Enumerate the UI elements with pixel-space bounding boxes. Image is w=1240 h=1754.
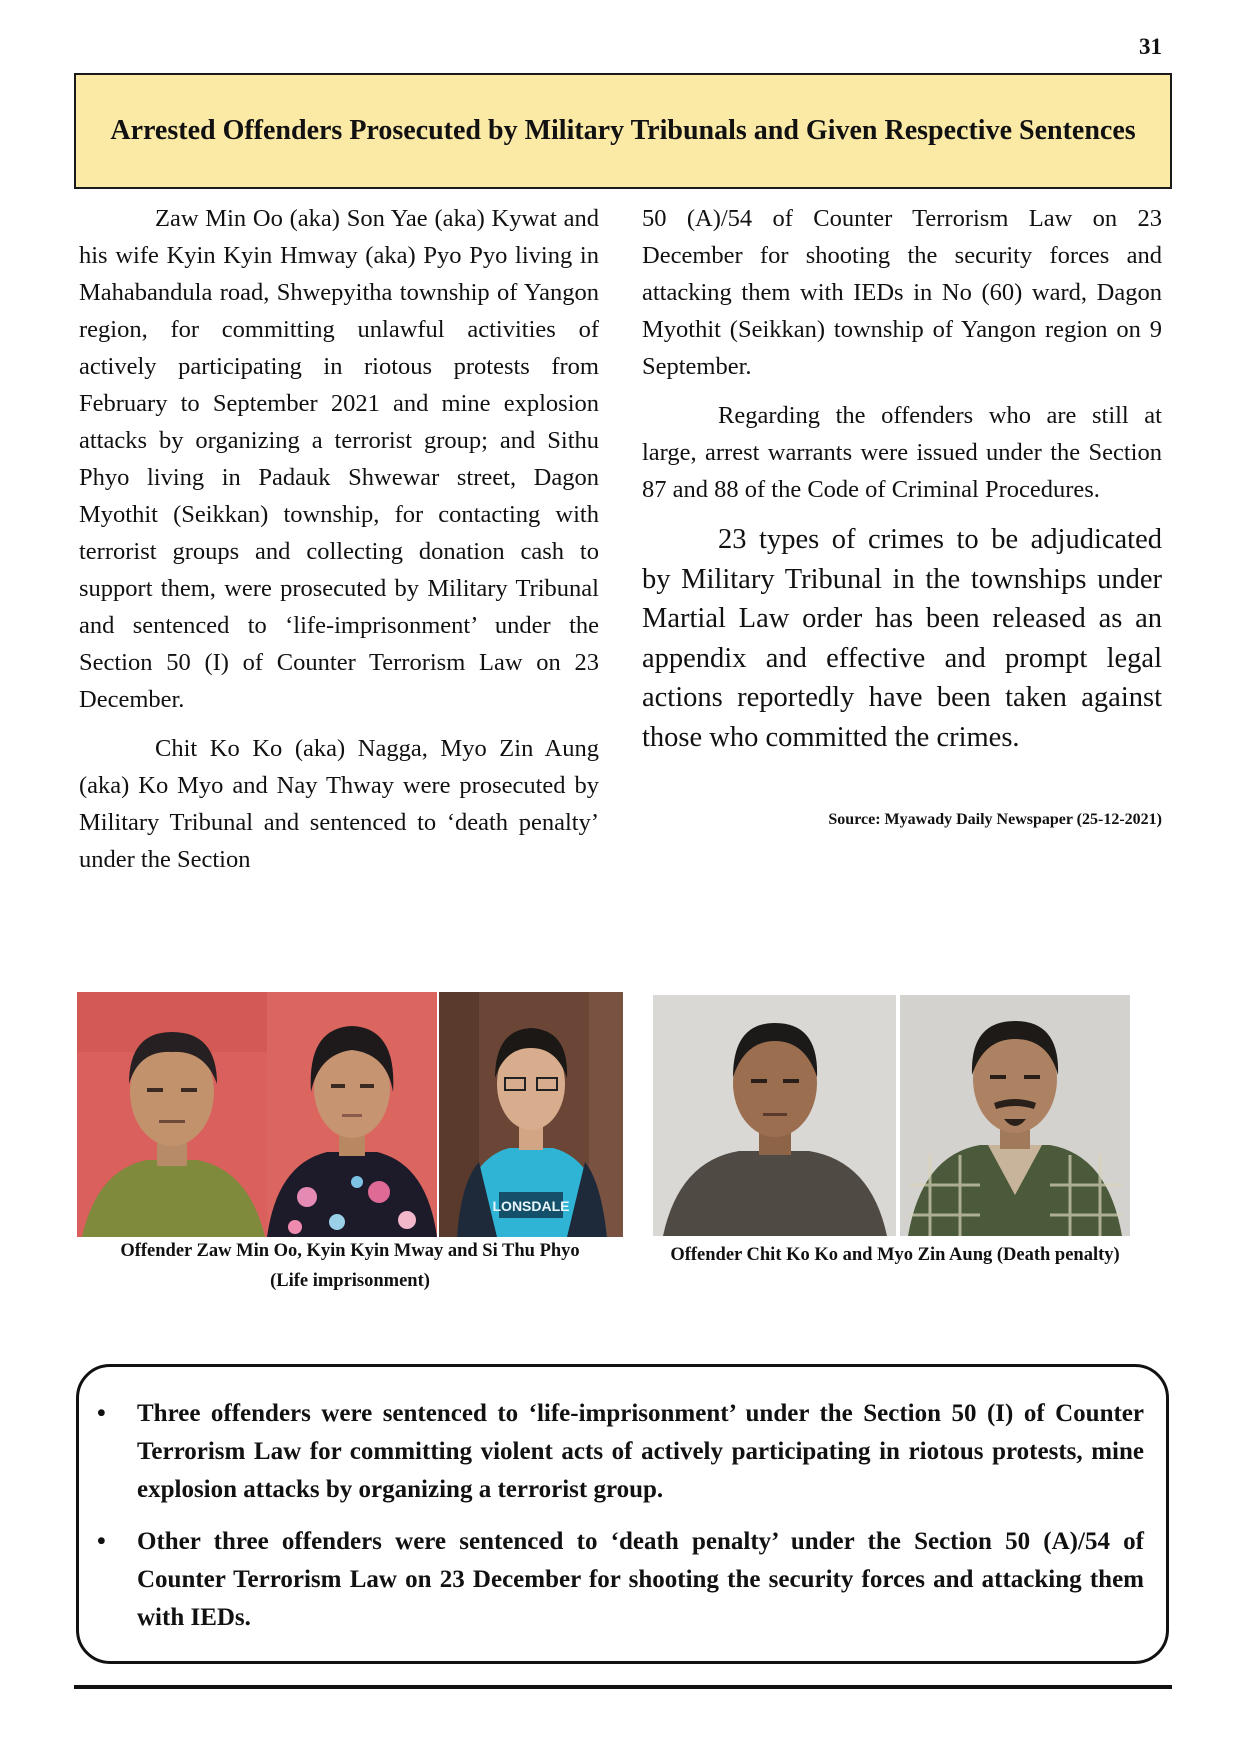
photo-caption-death-penalty: Offender Chit Ko Ko and Myo Zin Aung (Death penalty) bbox=[670, 1245, 1120, 1265]
body-paragraph: Zaw Min Oo (aka) Son Yae (aka) Kywat and his wife Kyin Kyin Hmway (aka) Pyo Pyo living in Mahabandula road, Shwepyitha township of Yangon region, for committing unlawful activities of actively participating in riotous protests from February to September 2021 and mine explosion attacks by organizing a terrorist group; and Sithu Phyo living in Padauk Shwewar street, Dagon Myothit (Seikkan) township, for contacting with terrorist groups and collecting donation cash to support them, were prosecuted by Military Tribunal and sentenced to ‘life-imprisonment’ under the Section 50 (I) of Counter Terrorism Law on 23 December. bbox=[79, 205, 599, 713]
summary-box bbox=[76, 1364, 1169, 1664]
summary-item bbox=[97, 1523, 1144, 1637]
bullet-icon: • bbox=[97, 1528, 106, 1555]
photo-caption-life-imprisonment bbox=[77, 1236, 623, 1296]
left-column bbox=[79, 200, 599, 890]
source-citation: Source: Myawady Daily Newspaper (25-12-2021) bbox=[828, 811, 1162, 828]
shirt-logo-text: LONSDALE bbox=[492, 1198, 570, 1214]
photo-offender-kyin-kyin-mway bbox=[267, 992, 437, 1237]
right-column bbox=[642, 200, 1162, 838]
summary-item bbox=[97, 1395, 1144, 1509]
body-paragraph: Chit Ko Ko (aka) Nagga, Myo Zin Aung (aka) Ko Myo and Nay Thway were prosecuted by Military Tribunal and sentenced to ‘death penalty’ under the Section bbox=[79, 735, 599, 873]
photo-offender-chit-ko-ko bbox=[653, 995, 896, 1236]
caption-line: (Life imprisonment) bbox=[270, 1271, 430, 1291]
photo-offender-myo-zin-aung bbox=[900, 995, 1130, 1236]
caption-line: Offender Zaw Min Oo, Kyin Kyin Mway and Si Thu Phyo bbox=[120, 1241, 580, 1261]
page-number: 31 bbox=[1139, 34, 1162, 59]
bottom-rule bbox=[74, 1685, 1172, 1689]
article-title: Arrested Offenders Prosecuted by Military Tribunals and Given Respective Sentences bbox=[110, 115, 1136, 146]
bullet-icon: • bbox=[97, 1400, 106, 1427]
body-paragraph: Regarding the offenders who are still at large, arrest warrants were issued under the Section 87 and 88 of the Code of Criminal Procedures. bbox=[642, 402, 1162, 503]
summary-text: Other three offenders were sentenced to ‘death penalty’ under the Section 50 (A)/54 of Counter Terrorism Law on 23 December for shooting the security forces and attacking them with IEDs. bbox=[137, 1528, 1144, 1631]
body-paragraph: 50 (A)/54 of Counter Terrorism Law on 23 December for shooting the security forces and attacking them with IEDs in No (60) ward, Dagon Myothit (Seikkan) township of Yangon region on 9 September. bbox=[642, 205, 1162, 380]
article-title-box bbox=[74, 73, 1172, 189]
photo-offender-zaw-min-oo bbox=[77, 992, 267, 1237]
highlight-paragraph: 23 types of crimes to be adjudicated by Military Tribunal in the townships under Martial Law order has been released as an appendix and effective and prompt legal actions reportedly have been taken against those who committed the crimes. bbox=[642, 524, 1162, 753]
summary-text: Three offenders were sentenced to ‘life-imprisonment’ under the Section 50 (I) of Counter Terrorism Law for committing violent acts of actively participating in riotous protests, mine explosion attacks by organizing a terrorist group. bbox=[137, 1400, 1144, 1503]
photo-offender-si-thu-phyo bbox=[439, 992, 623, 1237]
